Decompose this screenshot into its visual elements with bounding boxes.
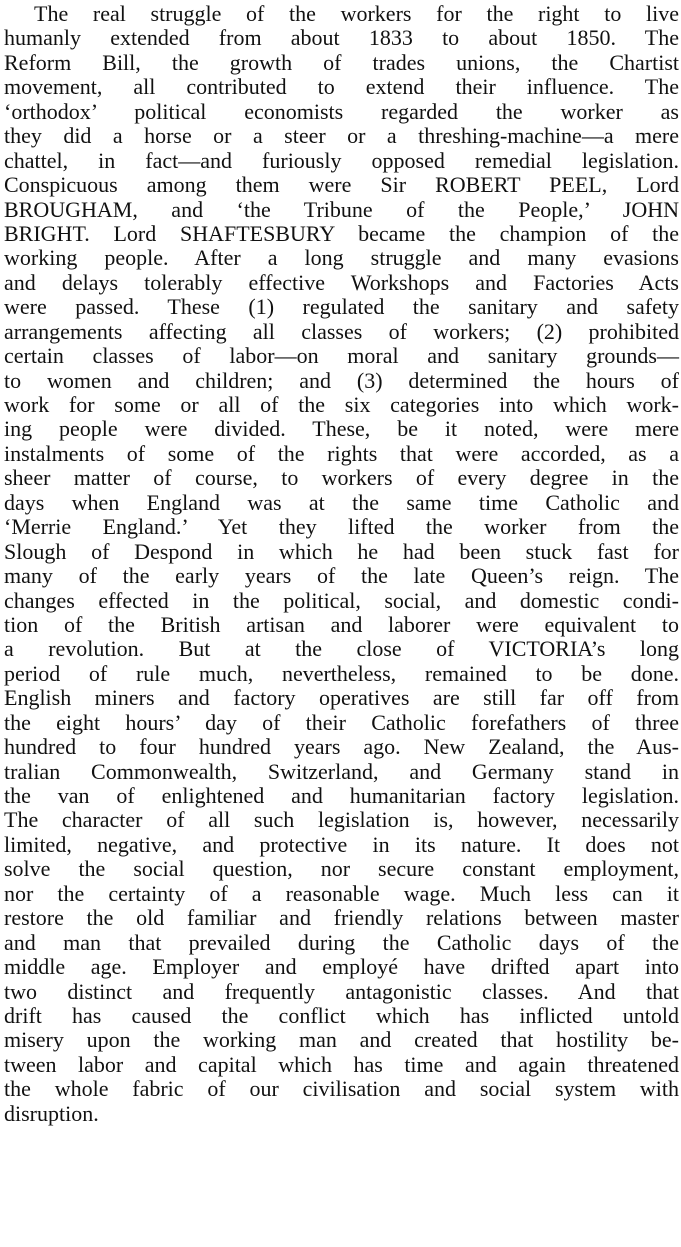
text-line-9: BROUGHAM, and ‘the Tribune of the People,’ JOHN bbox=[4, 196, 679, 222]
text-line-25: changes effected in the political, social, and domestic condi- bbox=[4, 587, 679, 613]
text-line-42: drift has caused the conflict which has inflicted untold bbox=[4, 1002, 679, 1028]
article-body bbox=[4, 2, 679, 1126]
text-line-32: tralian Commonwealth, Switzerland, and Germany stand in bbox=[4, 758, 679, 784]
text-line-26: tion of the British artisan and laborer were equivalent to bbox=[4, 611, 679, 637]
text-line-6: they did a horse or a steer or a threshing-machine—a mere bbox=[4, 123, 679, 149]
text-line-3: Reform Bill, the growth of trades unions, the Chartist bbox=[4, 49, 679, 75]
text-line-41: two distinct and frequently antagonistic classes. And that bbox=[4, 978, 679, 1004]
text-line-5: ‘orthodox’ political economists regarded the worker as bbox=[4, 98, 679, 124]
text-line-29: English miners and factory operatives are still far off from bbox=[4, 685, 679, 711]
text-line-45: the whole fabric of our civilisation and social system with bbox=[4, 1076, 679, 1102]
text-line-18: ing people were divided. These, be it noted, were mere bbox=[4, 416, 679, 442]
text-line-35: limited, negative, and protective in its nature. It does not bbox=[4, 831, 679, 857]
text-line-24: many of the early years of the late Queen’s reign. The bbox=[4, 563, 679, 589]
text-line-12: and delays tolerably effective Workshops and Factories Acts bbox=[4, 269, 679, 295]
text-line-37: nor the certainty of a reasonable wage. Much less can it bbox=[4, 880, 679, 906]
text-line-27: a revolution. But at the close of VICTORIA’s long bbox=[4, 636, 679, 662]
text-line-36: solve the social question, nor secure constant employment, bbox=[4, 856, 679, 882]
text-line-20: sheer matter of course, to workers of every degree in the bbox=[4, 465, 679, 491]
text-line-30: the eight hours’ day of their Catholic forefathers of three bbox=[4, 709, 679, 735]
text-line-39: and man that prevailed during the Catholic days of the bbox=[4, 929, 679, 955]
text-line-8: Conspicuous among them were Sir ROBERT PEEL, Lord bbox=[4, 172, 679, 198]
text-line-11: working people. After a long struggle and many evasions bbox=[4, 245, 679, 271]
text-line-16: to women and children; and (3) determined the hours of bbox=[4, 367, 679, 393]
text-line-22: ‘Merrie England.’ Yet they lifted the worker from the bbox=[4, 514, 679, 540]
text-line-38: restore the old familiar and friendly relations between master bbox=[4, 905, 679, 931]
text-line-14: arrangements affecting all classes of workers; (2) prohibited bbox=[4, 318, 679, 344]
text-line-1: The real struggle of the workers for the right to live bbox=[34, 1, 679, 26]
text-line-15: certain classes of labor—on moral and sanitary grounds— bbox=[4, 343, 679, 369]
text-line-13: were passed. These (1) regulated the sanitary and safety bbox=[4, 294, 679, 320]
text-line-33: the van of enlightened and humanitarian factory legislation. bbox=[4, 783, 679, 808]
text-line-28: period of rule much, nevertheless, remained to be done. bbox=[4, 660, 679, 686]
text-line-10: BRIGHT. Lord SHAFTESBURY became the champion of the bbox=[4, 220, 679, 246]
text-line-7: chattel, in fact—and furiously opposed remedial legislation. bbox=[4, 147, 679, 173]
text-line-40: middle age. Employer and employé have drifted apart into bbox=[4, 954, 679, 980]
text-line-2: humanly extended from about 1833 to about 1850. The bbox=[4, 25, 679, 51]
text-line-31: hundred to four hundred years ago. New Zealand, the Aus- bbox=[4, 734, 679, 760]
text-line-19: instalments of some of the rights that were accorded, as a bbox=[4, 440, 679, 466]
text-line-34: The character of all such legislation is, however, necessarily bbox=[4, 807, 679, 833]
text-line-17: work for some or all of the six categories into which work- bbox=[4, 392, 679, 417]
text-line-44: tween labor and capital which has time and again threatened bbox=[4, 1051, 679, 1077]
text-line-46: disruption. bbox=[4, 1100, 99, 1126]
text-line-23: Slough of Despond in which he had been stuck fast for bbox=[4, 538, 679, 564]
text-line-43: misery upon the working man and created that hostility be- bbox=[4, 1027, 679, 1053]
text-line-4: movement, all contributed to extend their influence. The bbox=[4, 74, 679, 100]
text-line-21: days when England was at the same time Catholic and bbox=[4, 489, 679, 515]
